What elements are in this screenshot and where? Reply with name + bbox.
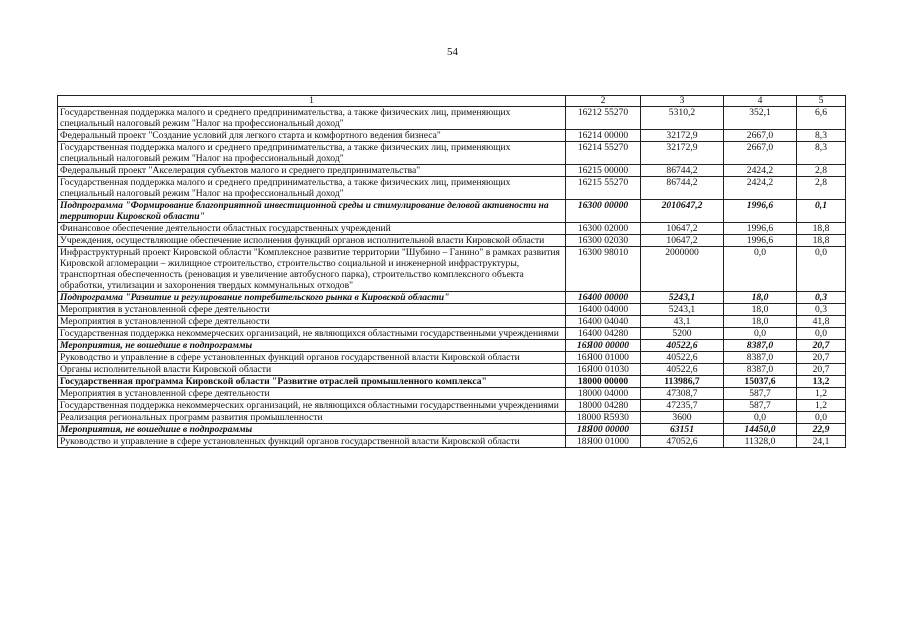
row-name: Финансовое обеспечение деятельности областных государственных учреждений [58, 223, 566, 235]
row-value-col3: 32172,9 [641, 142, 724, 165]
table-row [58, 388, 846, 400]
row-value-col4: 587,7 [724, 400, 797, 412]
row-code: 18Я00 00000 [566, 424, 641, 436]
row-value-col3: 86744,2 [641, 165, 724, 177]
row-value-col4: 18,0 [724, 304, 797, 316]
table-header-row [58, 96, 846, 107]
header-col-4: 4 [724, 96, 797, 107]
row-name: Государственная поддержка некоммерческих организаций, не являющихся областными государственными учреждениями [58, 400, 566, 412]
row-value-col5: 8,3 [797, 130, 846, 142]
row-name: Государственная поддержка малого и среднего предпринимательства, а также физических лиц, применяющих специальный налоговый режим "Налог на профессиональный доход" [58, 142, 566, 165]
row-value-col3: 40522,6 [641, 352, 724, 364]
row-value-col3: 5310,2 [641, 107, 724, 130]
row-name: Государственная программа Кировской области "Развитие отраслей промышленного комплекса" [58, 376, 566, 388]
header-col-2: 2 [566, 96, 641, 107]
row-value-col5: 24,1 [797, 436, 846, 448]
row-name: Государственная поддержка малого и среднего предпринимательства, а также физических лиц, применяющих специальный налоговый режим "Налог на профессиональный доход" [58, 177, 566, 200]
row-value-col5: 1,2 [797, 388, 846, 400]
row-value-col4: 352,1 [724, 107, 797, 130]
row-code: 16215 55270 [566, 177, 641, 200]
row-value-col5: 0,0 [797, 328, 846, 340]
row-name: Органы исполнительной власти Кировской области [58, 364, 566, 376]
table-row [58, 177, 846, 200]
row-value-col5: 13,2 [797, 376, 846, 388]
row-value-col5: 0,0 [797, 247, 846, 292]
row-value-col4: 11328,0 [724, 436, 797, 448]
row-code: 16Я00 00000 [566, 340, 641, 352]
row-value-col3: 113986,7 [641, 376, 724, 388]
row-value-col5: 22,9 [797, 424, 846, 436]
table-row [58, 364, 846, 376]
row-name: Инфраструктурный проект Кировской области "Комплексное развитие территории "Шубино – Ганино" в рамках развития Кировской агломерации – жилищное строительство, строительство социальной и инженерной инфраструктуры, транспортная обеспеченность (реновация и увеличение автобусного парка), строительство комплексного объекта обработки, утилизации и захоронения твердых коммунальных отходов" [58, 247, 566, 292]
row-value-col5: 1,2 [797, 400, 846, 412]
row-name: Мероприятия, не вошедшие в подпрограммы [58, 424, 566, 436]
row-value-col5: 0,3 [797, 304, 846, 316]
row-value-col3: 86744,2 [641, 177, 724, 200]
row-code: 18000 R5930 [566, 412, 641, 424]
row-value-col4: 2424,2 [724, 165, 797, 177]
row-value-col4: 18,0 [724, 292, 797, 304]
row-name: Подпрограмма "Формирование благоприятной инвестиционной среды и стимулирование деловой активности на территории Кировской области" [58, 200, 566, 223]
row-value-col5: 20,7 [797, 352, 846, 364]
row-code: 16212 55270 [566, 107, 641, 130]
table-row [58, 223, 846, 235]
row-value-col3: 5243,1 [641, 304, 724, 316]
row-value-col3: 10647,2 [641, 223, 724, 235]
row-value-col4: 0,0 [724, 328, 797, 340]
row-value-col4: 587,7 [724, 388, 797, 400]
table-row [58, 376, 846, 388]
row-value-col3: 40522,6 [641, 364, 724, 376]
row-value-col3: 47052,6 [641, 436, 724, 448]
table-row [58, 200, 846, 223]
table-row [58, 352, 846, 364]
row-value-col4: 2667,0 [724, 130, 797, 142]
row-value-col5: 41,8 [797, 316, 846, 328]
row-value-col4: 14450,0 [724, 424, 797, 436]
row-value-col4: 18,0 [724, 316, 797, 328]
table-row [58, 247, 846, 292]
row-value-col3: 63151 [641, 424, 724, 436]
row-code: 16300 02030 [566, 235, 641, 247]
row-name: Руководство и управление в сфере установленных функций органов государственной власти Кировской области [58, 352, 566, 364]
row-code: 16215 00000 [566, 165, 641, 177]
row-name: Реализация региональных программ развития промышленности [58, 412, 566, 424]
row-value-col4: 8387,0 [724, 352, 797, 364]
row-value-col3: 5243,1 [641, 292, 724, 304]
row-code: 16300 00000 [566, 200, 641, 223]
row-value-col4: 8387,0 [724, 364, 797, 376]
table-row [58, 292, 846, 304]
row-code: 16300 02000 [566, 223, 641, 235]
row-value-col3: 5200 [641, 328, 724, 340]
row-code: 16214 00000 [566, 130, 641, 142]
row-value-col3: 43,1 [641, 316, 724, 328]
row-code: 16400 04280 [566, 328, 641, 340]
table-row [58, 400, 846, 412]
table-row [58, 142, 846, 165]
row-name: Подпрограмма "Развитие и регулирование потребительского рынка в Кировской области" [58, 292, 566, 304]
row-code: 16Я00 01000 [566, 352, 641, 364]
row-code: 18000 04280 [566, 400, 641, 412]
row-code: 16Я00 01030 [566, 364, 641, 376]
row-value-col4: 1996,6 [724, 235, 797, 247]
row-value-col4: 0,0 [724, 412, 797, 424]
table-row [58, 316, 846, 328]
row-value-col4: 2667,0 [724, 142, 797, 165]
row-value-col3: 47235,7 [641, 400, 724, 412]
row-name: Федеральный проект "Акселерация субъектов малого и среднего предпринимательства" [58, 165, 566, 177]
table-row [58, 424, 846, 436]
row-name: Мероприятия в установленной сфере деятельности [58, 388, 566, 400]
row-value-col5: 18,8 [797, 235, 846, 247]
row-name: Государственная поддержка малого и среднего предпринимательства, а также физических лиц, применяющих специальный налоговый режим "Налог на профессиональный доход" [58, 107, 566, 130]
row-value-col3: 40522,6 [641, 340, 724, 352]
page-number: 54 [447, 46, 458, 58]
table-row [58, 235, 846, 247]
table-row [58, 130, 846, 142]
row-value-col4: 0,0 [724, 247, 797, 292]
row-value-col5: 0,1 [797, 200, 846, 223]
row-value-col3: 32172,9 [641, 130, 724, 142]
row-name: Государственная поддержка некоммерческих организаций, не являющихся областными государственными учреждениями [58, 328, 566, 340]
header-col-5: 5 [797, 96, 846, 107]
row-code: 16300 98010 [566, 247, 641, 292]
row-value-col5: 8,3 [797, 142, 846, 165]
row-value-col3: 2000000 [641, 247, 724, 292]
row-code: 18000 04000 [566, 388, 641, 400]
table-row [58, 436, 846, 448]
table-row [58, 412, 846, 424]
row-value-col3: 2010647,2 [641, 200, 724, 223]
row-value-col4: 2424,2 [724, 177, 797, 200]
row-value-col4: 1996,6 [724, 200, 797, 223]
row-value-col4: 15037,6 [724, 376, 797, 388]
row-code: 16214 55270 [566, 142, 641, 165]
row-value-col5: 0,0 [797, 412, 846, 424]
row-value-col3: 47308,7 [641, 388, 724, 400]
row-value-col5: 18,8 [797, 223, 846, 235]
row-name: Мероприятия в установленной сфере деятельности [58, 316, 566, 328]
row-code: 16400 04000 [566, 304, 641, 316]
row-name: Мероприятия в установленной сфере деятельности [58, 304, 566, 316]
table-row [58, 340, 846, 352]
row-code: 16400 00000 [566, 292, 641, 304]
row-value-col3: 3600 [641, 412, 724, 424]
table-row [58, 304, 846, 316]
table-row [58, 328, 846, 340]
row-value-col4: 8387,0 [724, 340, 797, 352]
header-col-3: 3 [641, 96, 724, 107]
table-row [58, 107, 846, 130]
row-value-col5: 2,8 [797, 165, 846, 177]
row-value-col5: 6,6 [797, 107, 846, 130]
row-name: Руководство и управление в сфере установленных функций органов государственной власти Кировской области [58, 436, 566, 448]
row-value-col5: 20,7 [797, 340, 846, 352]
row-value-col5: 20,7 [797, 364, 846, 376]
row-code: 18000 00000 [566, 376, 641, 388]
row-code: 18Я00 01000 [566, 436, 641, 448]
row-value-col5: 0,3 [797, 292, 846, 304]
row-name: Федеральный проект "Создание условий для легкого старта и комфортного ведения бизнеса" [58, 130, 566, 142]
budget-table [57, 95, 846, 448]
row-name: Мероприятия, не вошедшие в подпрограммы [58, 340, 566, 352]
table-row [58, 165, 846, 177]
row-value-col3: 10647,2 [641, 235, 724, 247]
row-value-col4: 1996,6 [724, 223, 797, 235]
row-name: Учреждения, осуществляющие обеспечение исполнения функций органов исполнительной власти Кировской области [58, 235, 566, 247]
row-code: 16400 04040 [566, 316, 641, 328]
row-value-col5: 2,8 [797, 177, 846, 200]
header-col-1: 1 [58, 96, 566, 107]
